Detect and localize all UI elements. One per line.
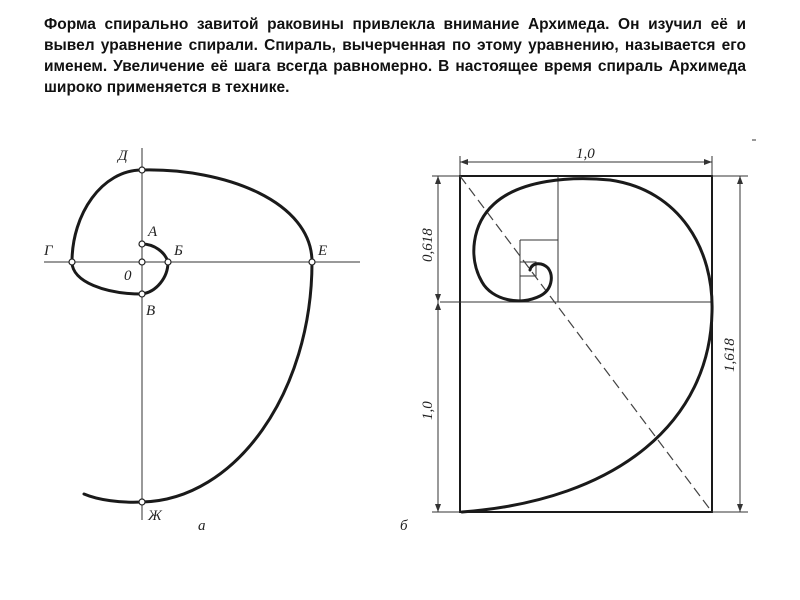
arrow-down-1: [435, 294, 441, 302]
point-zh: [139, 499, 145, 505]
arrow-up-2: [435, 302, 441, 310]
arrow-up-1: [435, 176, 441, 184]
arrow-left: [460, 159, 468, 165]
label-zh: Ж: [148, 508, 162, 524]
label-d: Д: [118, 148, 128, 164]
caption-b: б: [400, 518, 408, 534]
arrow-up-3: [737, 176, 743, 184]
arrow-right: [704, 159, 712, 165]
dim-upper-height: 0,618: [420, 228, 436, 262]
arrow-down-3: [737, 504, 743, 512]
label-v: В: [146, 303, 156, 319]
point-b: [165, 259, 171, 265]
diagonal-dashed-line: [460, 176, 712, 512]
point-d: [139, 167, 145, 173]
point-e: [309, 259, 315, 265]
dim-top-width: 1,0: [576, 146, 595, 162]
point-v: [139, 291, 145, 297]
label-a: А: [148, 224, 158, 240]
label-e: Е: [318, 243, 328, 259]
dim-total-height: 1,618: [722, 338, 738, 372]
point-a: [139, 241, 145, 247]
description-text: Форма спирально завитой раковины привлекла внимание Архимеда. Он изучил её и вывел уравнение спирали. Спираль, вычерченная по этому уравнению, называется его именем. Увеличение её шага всегда равномерно. В настоящее время спираль Архимеда широко применяется в технике.: [44, 16, 746, 96]
dim-lower-height: 1,0: [420, 401, 436, 420]
figure-a-archimedes-spiral: [43, 148, 360, 534]
label-origin: 0: [124, 268, 132, 284]
label-b: Б: [174, 243, 183, 259]
point-origin: [139, 259, 145, 265]
caption-a: а: [198, 518, 206, 534]
spiral-curve: [72, 170, 312, 502]
point-g: [69, 259, 75, 265]
arrow-down-2: [435, 504, 441, 512]
figure-b-golden-spiral: [400, 140, 756, 534]
label-g: Г: [44, 243, 53, 259]
